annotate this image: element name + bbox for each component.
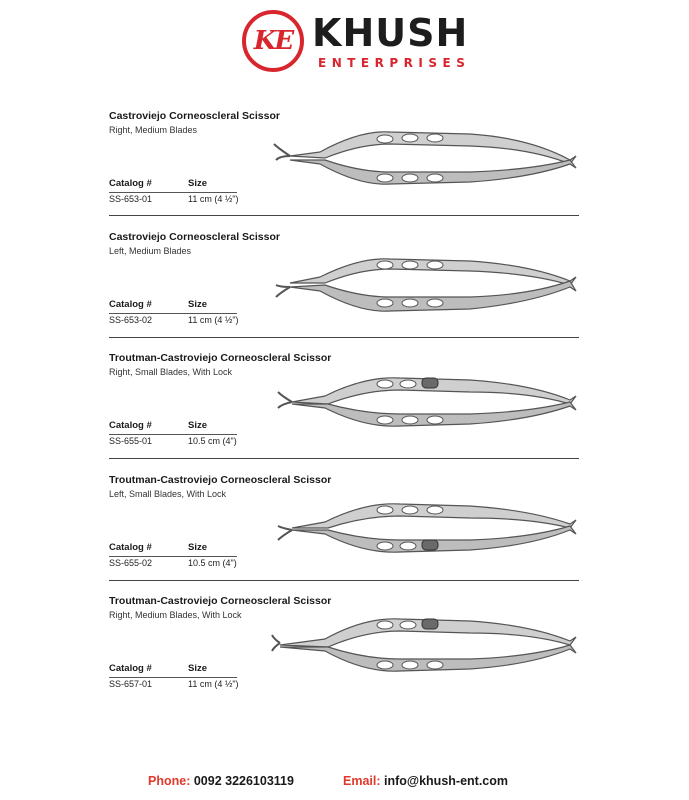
product-size: 11 cm (4 ½"): [188, 679, 239, 689]
header-rule: [109, 434, 237, 435]
size-header: Size: [188, 299, 208, 310]
catalog-header: Catalog #: [109, 299, 152, 310]
product-size: 10.5 cm (4"): [188, 436, 237, 446]
scissor-image: [270, 241, 590, 331]
scissor-image: [270, 120, 590, 210]
catalog-header: Catalog #: [109, 420, 152, 431]
product-title: Troutman-Castroviejo Corneoscleral Scissor: [109, 595, 332, 607]
scissor-image: [270, 605, 590, 695]
header-rule: [109, 556, 237, 557]
header-rule: [109, 313, 237, 314]
phone-contact: [148, 774, 294, 788]
product-entry: [0, 352, 689, 474]
catalog-number: SS-653-01: [109, 194, 153, 204]
catalog-number: SS-655-02: [109, 558, 153, 568]
catalog-header: Catalog #: [109, 663, 152, 674]
size-header: Size: [188, 420, 208, 431]
product-subtitle: Left, Small Blades, With Lock: [109, 489, 227, 499]
product-title: Troutman-Castroviejo Corneoscleral Scissor: [109, 352, 332, 364]
product-entry: [0, 474, 689, 596]
product-subtitle: Right, Medium Blades, With Lock: [109, 610, 242, 620]
section-divider: [109, 337, 579, 338]
product-size: 10.5 cm (4"): [188, 558, 237, 568]
header-rule: [109, 677, 237, 678]
size-header: Size: [188, 178, 208, 189]
catalog-header: Catalog #: [109, 542, 152, 553]
product-subtitle: Left, Medium Blades: [109, 246, 192, 256]
brand-subtitle: ENTERPRISES: [318, 56, 471, 70]
size-header: Size: [188, 663, 208, 674]
size-header: Size: [188, 542, 208, 553]
product-entry: [0, 595, 689, 717]
product-title: Castroviejo Corneoscleral Scissor: [109, 110, 280, 122]
brand-name: KHUSH: [312, 11, 469, 55]
email-contact: [343, 774, 508, 788]
phone-label: Phone:: [148, 774, 191, 788]
product-size: 11 cm (4 ½"): [188, 194, 239, 204]
section-divider: [109, 580, 579, 581]
contact-footer: [0, 774, 689, 792]
catalog-header: Catalog #: [109, 178, 152, 189]
product-title: Troutman-Castroviejo Corneoscleral Scissor: [109, 474, 332, 486]
catalog-number: SS-655-01: [109, 436, 153, 446]
scissor-image: [270, 362, 590, 452]
section-divider: [109, 215, 579, 216]
product-entry: [0, 231, 689, 353]
phone-number[interactable]: 0092 3226103119: [193, 774, 294, 788]
logo-monogram: KE: [253, 26, 293, 56]
catalog-number: SS-653-02: [109, 315, 153, 325]
product-title: Castroviejo Corneoscleral Scissor: [109, 231, 280, 243]
catalog-number: SS-657-01: [109, 679, 153, 689]
scissor-image: [270, 484, 590, 574]
product-entry: [0, 110, 689, 232]
header-rule: [109, 192, 237, 193]
email-address[interactable]: info@khush-ent.com: [384, 774, 508, 788]
product-subtitle: Right, Small Blades, With Lock: [109, 367, 233, 377]
brand-logo: [242, 10, 471, 76]
product-subtitle: Right, Medium Blades: [109, 125, 198, 135]
section-divider: [109, 458, 579, 459]
product-size: 11 cm (4 ½"): [188, 315, 239, 325]
email-label: Email:: [343, 774, 381, 788]
